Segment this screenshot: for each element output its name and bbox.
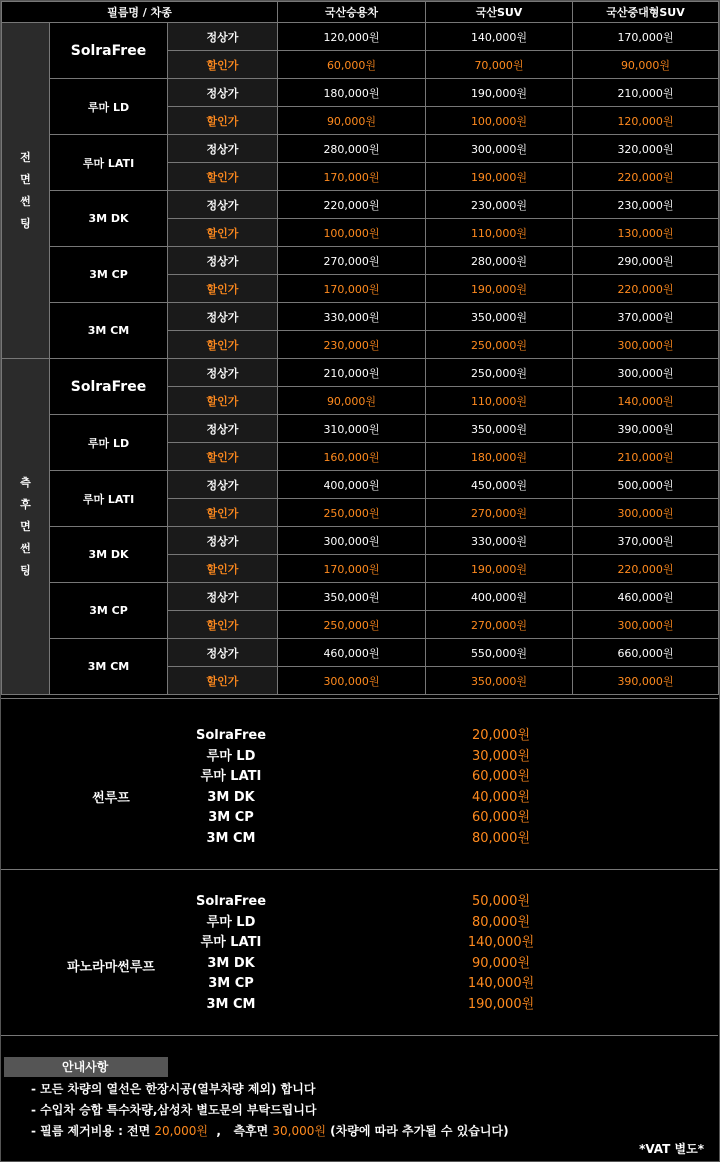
- header-film-vehicle: 필름명 / 차종: [2, 2, 278, 23]
- regular-price-label: 정상가: [168, 415, 278, 443]
- regular-price-cell: 330,000원: [278, 303, 426, 331]
- regular-price-cell: 460,000원: [573, 583, 719, 611]
- sunroof-film-item: 3M CM: [206, 830, 256, 846]
- front-film-name: SolraFree: [50, 23, 168, 79]
- panorama-price-item: 80,000원: [471, 914, 531, 930]
- sale-price-cell: 100,000원: [278, 219, 426, 247]
- regular-price-cell: 210,000원: [278, 359, 426, 387]
- notice-line-2: - 수입차 승합 특수차량,삼성차 별도문의 부탁드립니다: [31, 1103, 317, 1117]
- front-film-name: 루마 LATI: [50, 135, 168, 191]
- sale-price-cell: 300,000원: [573, 331, 719, 359]
- sale-price-cell: 250,000원: [426, 331, 573, 359]
- sale-price-cell: 100,000원: [426, 107, 573, 135]
- panorama-film-item: 루마 LD: [206, 914, 256, 930]
- side-film-name: 루마 LATI: [50, 471, 168, 527]
- sale-price-cell: 140,000원: [573, 387, 719, 415]
- header-domestic-large-suv: 국산중대형SUV: [573, 2, 719, 23]
- panorama-film-list: [181, 892, 281, 1016]
- sale-price-cell: 250,000원: [278, 611, 426, 639]
- regular-price-label: 정상가: [168, 23, 278, 51]
- panorama-film-item: 3M CP: [208, 976, 254, 992]
- notice-line-1: - 모든 차량의 열선은 한장시공(열부차량 제외) 합니다: [31, 1082, 316, 1096]
- regular-price-label: 정상가: [168, 79, 278, 107]
- regular-price-label: 정상가: [168, 135, 278, 163]
- regular-price-cell: 280,000원: [426, 247, 573, 275]
- regular-price-label: 정상가: [168, 639, 278, 667]
- front-removal-price: 20,000원: [154, 1124, 208, 1138]
- sunroof-film-item: 루마 LATI: [200, 769, 262, 785]
- sale-price-label: 할인가: [168, 275, 278, 303]
- sunroof-title: 썬루프: [92, 791, 130, 806]
- sunroof-price-item: 40,000원: [471, 789, 531, 805]
- sale-price-cell: 270,000원: [426, 611, 573, 639]
- regular-price-cell: 390,000원: [573, 415, 719, 443]
- front-film-name: 3M CM: [50, 303, 168, 359]
- sale-price-cell: 160,000원: [278, 443, 426, 471]
- regular-price-cell: 230,000원: [426, 191, 573, 219]
- sale-price-cell: 350,000원: [426, 667, 573, 695]
- panorama-film-item: 3M DK: [207, 955, 255, 971]
- sale-price-cell: 230,000원: [278, 331, 426, 359]
- side-film-name: 3M CP: [50, 583, 168, 639]
- front-section-label: 전 면 썬 팅: [2, 23, 50, 359]
- sunroof-price-item: 60,000원: [471, 810, 531, 826]
- regular-price-cell: 330,000원: [426, 527, 573, 555]
- regular-price-cell: 350,000원: [426, 415, 573, 443]
- regular-price-cell: 190,000원: [426, 79, 573, 107]
- sale-price-label: 할인가: [168, 51, 278, 79]
- notice-line-3-suffix: (차량에 따라 추가될 수 있습니다): [326, 1124, 509, 1138]
- sale-price-label: 할인가: [168, 499, 278, 527]
- sale-price-label: 할인가: [168, 555, 278, 583]
- regular-price-cell: 230,000원: [573, 191, 719, 219]
- regular-price-cell: 300,000원: [426, 135, 573, 163]
- sale-price-cell: 250,000원: [278, 499, 426, 527]
- panorama-price-item: 50,000원: [471, 894, 531, 909]
- sale-price-label: 할인가: [168, 387, 278, 415]
- price-table: [1, 1, 719, 695]
- regular-price-cell: 250,000원: [426, 359, 573, 387]
- regular-price-cell: 370,000원: [573, 303, 719, 331]
- regular-price-cell: 320,000원: [573, 135, 719, 163]
- sale-price-cell: 110,000원: [426, 219, 573, 247]
- sale-price-label: 할인가: [168, 611, 278, 639]
- notice-line-3: [31, 1121, 509, 1142]
- panorama-film-item: 3M CM: [206, 996, 256, 1012]
- panorama-film-item: 루마 LATI: [200, 935, 262, 951]
- sunroof-film-item: SolraFree: [195, 728, 267, 743]
- side-film-name: 3M CM: [50, 639, 168, 695]
- sale-price-cell: 170,000원: [278, 555, 426, 583]
- regular-price-label: 정상가: [168, 247, 278, 275]
- sale-price-label: 할인가: [168, 667, 278, 695]
- sunroof-film-item: 3M CP: [208, 810, 254, 826]
- notice-tab: 안내사항: [4, 1057, 168, 1077]
- sale-price-cell: 300,000원: [573, 499, 719, 527]
- sale-price-cell: 130,000원: [573, 219, 719, 247]
- regular-price-cell: 460,000원: [278, 639, 426, 667]
- regular-price-cell: 400,000원: [426, 583, 573, 611]
- sale-price-label: 할인가: [168, 107, 278, 135]
- side-film-name: 루마 LD: [50, 415, 168, 471]
- regular-price-cell: 370,000원: [573, 527, 719, 555]
- panorama-title: 파노라마썬루프: [67, 960, 155, 975]
- sale-price-cell: 70,000원: [426, 51, 573, 79]
- sunroof-film-item: 3M DK: [207, 789, 255, 805]
- sale-price-label: 할인가: [168, 163, 278, 191]
- header-domestic-suv: 국산SUV: [426, 2, 573, 23]
- sale-price-cell: 220,000원: [573, 163, 719, 191]
- regular-price-cell: 280,000원: [278, 135, 426, 163]
- regular-price-label: 정상가: [168, 359, 278, 387]
- side-film-name: SolraFree: [50, 359, 168, 415]
- panorama-price-item: 140,000원: [467, 976, 535, 992]
- regular-price-label: 정상가: [168, 527, 278, 555]
- sale-price-cell: 170,000원: [278, 275, 426, 303]
- notice-line-3-prefix: - 필름 제거비용 : 전면: [31, 1124, 155, 1138]
- sale-price-cell: 270,000원: [426, 499, 573, 527]
- sale-price-cell: 300,000원: [573, 611, 719, 639]
- sale-price-cell: 110,000원: [426, 387, 573, 415]
- regular-price-cell: 300,000원: [573, 359, 719, 387]
- sale-price-label: 할인가: [168, 331, 278, 359]
- panorama-section: [1, 869, 718, 1036]
- front-film-name: 3M DK: [50, 191, 168, 247]
- sale-price-cell: 190,000원: [426, 555, 573, 583]
- regular-price-cell: 210,000원: [573, 79, 719, 107]
- regular-price-cell: 350,000원: [426, 303, 573, 331]
- side-section-label: 측 후 면 썬 팅: [2, 359, 50, 695]
- sale-price-cell: 60,000원: [278, 51, 426, 79]
- panorama-price-item: 90,000원: [471, 955, 531, 971]
- regular-price-cell: 180,000원: [278, 79, 426, 107]
- sale-price-cell: 220,000원: [573, 275, 719, 303]
- sale-price-cell: 180,000원: [426, 443, 573, 471]
- header-domestic-car: 국산승용차: [278, 2, 426, 23]
- sale-price-cell: 300,000원: [278, 667, 426, 695]
- sale-price-cell: 190,000원: [426, 163, 573, 191]
- sunroof-price-item: 60,000원: [471, 769, 531, 785]
- notice-list: [31, 1079, 509, 1142]
- front-film-name: 3M CP: [50, 247, 168, 303]
- regular-price-cell: 140,000원: [426, 23, 573, 51]
- panorama-price-item: 190,000원: [467, 996, 535, 1012]
- sunroof-section: [1, 698, 718, 869]
- sale-price-label: 할인가: [168, 443, 278, 471]
- panorama-film-item: SolraFree: [195, 894, 267, 909]
- panorama-price-item: 140,000원: [467, 935, 535, 951]
- regular-price-cell: 400,000원: [278, 471, 426, 499]
- regular-price-cell: 310,000원: [278, 415, 426, 443]
- regular-price-cell: 500,000원: [573, 471, 719, 499]
- sale-price-cell: 90,000원: [278, 387, 426, 415]
- sale-price-cell: 190,000원: [426, 275, 573, 303]
- regular-price-label: 정상가: [168, 191, 278, 219]
- sunroof-film-list: [181, 726, 281, 850]
- notice-line-3-mid: , 측후면: [208, 1124, 273, 1138]
- sunroof-price-list: [441, 726, 561, 850]
- regular-price-cell: 170,000원: [573, 23, 719, 51]
- regular-price-cell: 120,000원: [278, 23, 426, 51]
- side-removal-price: 30,000원: [272, 1124, 326, 1138]
- regular-price-cell: 660,000원: [573, 639, 719, 667]
- regular-price-cell: 450,000원: [426, 471, 573, 499]
- regular-price-cell: 270,000원: [278, 247, 426, 275]
- sunroof-price-item: 80,000원: [471, 830, 531, 846]
- sale-price-cell: 220,000원: [573, 555, 719, 583]
- notice-section: [1, 1035, 718, 1161]
- panorama-price-list: [441, 892, 561, 1016]
- front-film-name: 루마 LD: [50, 79, 168, 135]
- regular-price-label: 정상가: [168, 303, 278, 331]
- regular-price-label: 정상가: [168, 471, 278, 499]
- sunroof-price-item: 20,000원: [471, 728, 531, 743]
- side-film-name: 3M DK: [50, 527, 168, 583]
- vat-note: *VAT 별도*: [639, 1142, 704, 1156]
- regular-price-cell: 300,000원: [278, 527, 426, 555]
- regular-price-label: 정상가: [168, 583, 278, 611]
- regular-price-cell: 550,000원: [426, 639, 573, 667]
- sale-price-cell: 90,000원: [278, 107, 426, 135]
- sale-price-cell: 90,000원: [573, 51, 719, 79]
- sale-price-cell: 120,000원: [573, 107, 719, 135]
- sunroof-price-item: 30,000원: [471, 748, 531, 764]
- sale-price-label: 할인가: [168, 219, 278, 247]
- sale-price-cell: 390,000원: [573, 667, 719, 695]
- regular-price-cell: 220,000원: [278, 191, 426, 219]
- sunroof-film-item: 루마 LD: [206, 748, 256, 764]
- sale-price-cell: 170,000원: [278, 163, 426, 191]
- regular-price-cell: 290,000원: [573, 247, 719, 275]
- regular-price-cell: 350,000원: [278, 583, 426, 611]
- sale-price-cell: 210,000원: [573, 443, 719, 471]
